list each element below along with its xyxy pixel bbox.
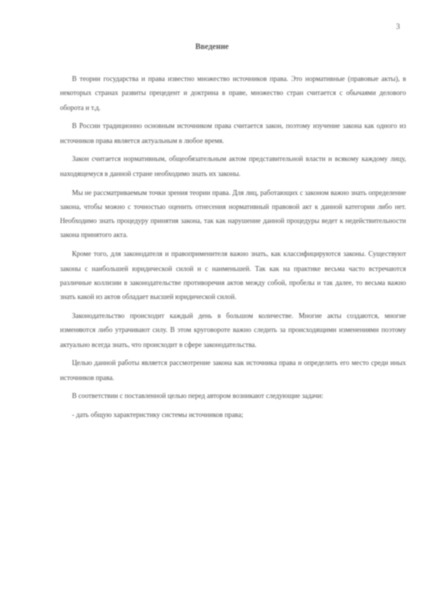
paragraph: Кроме того, для законодателя и правоприменителя важно знать, как классифицируются законы. Существуют законы с наибольшей юридической силой и с наименьшей. Так как на практике весьма часто встречаются различные коллизии в законодательстве противоречия актов между собой, пробелы и так далее, то весьма важно знать какой из актов обладает высшей юридической силой. [60, 250, 406, 302]
paragraph: В теории государства и права известно множество источников права. Это нормативные (правовые акты), в некоторых странах развиты прецедент и доктрина в праве, множество стран считается с обычаями делового оборота и т.д. [60, 75, 406, 112]
page-heading: Введение [195, 42, 229, 51]
paragraph: В соответствии с поставленной целью перед автором возникают следующие задачи: [72, 392, 324, 401]
paragraph: Мы не рассматриваемым точки зрения теории права. Для лиц, работающих с законом важно знать определение закона, чтобы можно с точностью оценить отнесения нормативный правовой акт к данной категории либо нет. Необходимо знать процедуру принятия закона, так как нарушение данной процедуры ведет к недействительности закона принятого акта. [60, 188, 406, 240]
paragraph: Закон считается нормативным, общеобязательным актом представительной власти и всякому каждому лицу, находящемуся в данной стране необходимо знать их законы. [60, 155, 406, 178]
list-item: - дать общую характеристику системы источников права; [72, 411, 244, 420]
document-body [60, 72, 406, 427]
page-number: 3 [396, 22, 400, 31]
paragraph: Законодательство происходит каждый день в большом количестве. Многие акты создаются, многие изменяются либо утрачивают силу. В этом круговороте важно следить за происходящими изменениями поэтому актуально всегда знать, что происходит в сфере законодательства. [60, 311, 406, 349]
paragraph: В России традиционно основным источником права считается закон, поэтому изучение закона как одного из источников права является актуальным в любое время. [60, 122, 406, 145]
paragraph: Целью данной работы является рассмотрение закона как источника права и определить его место среди иных источников права. [60, 359, 406, 382]
